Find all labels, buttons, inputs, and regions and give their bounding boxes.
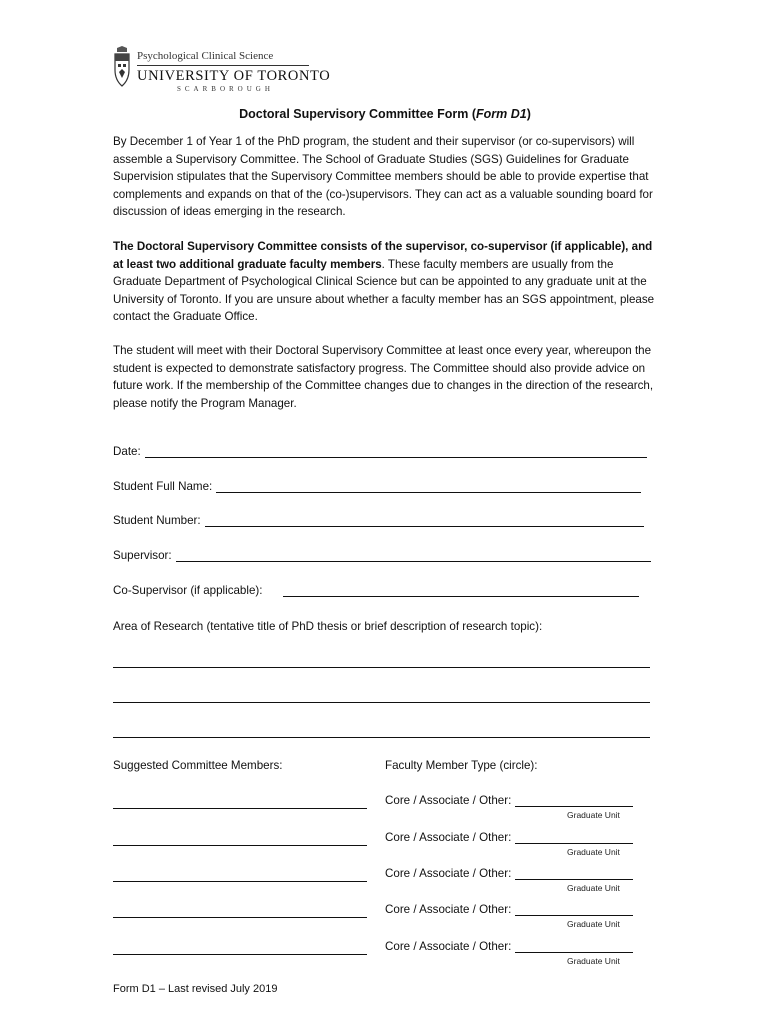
form-title [0, 107, 770, 121]
footer-revision: Form D1 – Last revised July 2019 [113, 983, 278, 995]
graduate-unit-blank[interactable] [515, 794, 633, 807]
committee-member-line[interactable] [113, 917, 367, 918]
committee-member-line[interactable] [113, 881, 367, 882]
supervisor-blank[interactable] [176, 549, 651, 562]
date-blank[interactable] [145, 445, 647, 458]
committee-member-line[interactable] [113, 808, 367, 809]
supervisor-field [113, 549, 651, 562]
faculty-type-row [385, 940, 633, 953]
committee-members-label: Suggested Committee Members: [113, 759, 283, 772]
date-field [113, 445, 647, 458]
area-line-2[interactable] [113, 702, 650, 703]
faculty-type-label: Faculty Member Type (circle): [385, 759, 538, 772]
date-label: Date: [113, 445, 141, 458]
student-number-label: Student Number: [113, 514, 201, 527]
university-logo [113, 44, 331, 94]
student-number-blank[interactable] [205, 514, 644, 527]
title-form-code: Form D1 [475, 107, 527, 121]
composition-bold: The Doctoral Supervisory Committee consists of the supervisor, co-supervisor (if applicable), and at least two additional graduate faculty members [113, 240, 653, 271]
composition-rest: . These faculty members are usually from the Graduate Department of Psychological Clinical Science but can be appointed to any graduate unit at the University of Toronto. If you are unsure about whether a faculty member has an SGS appointment, please contact the Graduate Office. [113, 257, 655, 324]
crest-icon [113, 46, 131, 88]
student-name-blank[interactable] [216, 480, 641, 493]
student-name-label: Student Full Name: [113, 480, 213, 493]
area-of-research-label: Area of Research (tentative title of PhD thesis or brief description of research topic): [113, 620, 543, 633]
graduate-unit-caption: Graduate Unit [567, 919, 620, 929]
graduate-unit-blank[interactable] [515, 831, 633, 844]
faculty-type-row [385, 794, 633, 807]
meeting-paragraph: The student will meet with their Doctoral Supervisory Committee at least once every year, whereupon the student is expected to demonstrate satisfactory progress. The Committee should also provide advice on future work. If the membership of the Committee changes due to changes in the direction of the research, please notify the Program Manager. [113, 344, 654, 410]
graduate-unit-caption: Graduate Unit [567, 810, 620, 820]
faculty-type-row [385, 867, 633, 880]
title-close: ) [526, 107, 531, 121]
title-main: Doctoral Supervisory Committee Form ( [239, 107, 476, 121]
co-supervisor-blank[interactable] [283, 584, 639, 597]
faculty-type-options[interactable]: Core / Associate / Other: [385, 867, 512, 880]
graduate-unit-caption: Graduate Unit [567, 883, 620, 893]
faculty-type-options[interactable]: Core / Associate / Other: [385, 940, 512, 953]
area-line-3[interactable] [113, 737, 650, 738]
student-name-field [113, 480, 641, 493]
faculty-type-options[interactable]: Core / Associate / Other: [385, 903, 512, 916]
faculty-type-options[interactable]: Core / Associate / Other: [385, 831, 512, 844]
graduate-unit-blank[interactable] [515, 940, 633, 953]
campus-name: SCARBOROUGH [177, 85, 274, 93]
co-supervisor-field [113, 584, 639, 597]
area-line-1[interactable] [113, 667, 650, 668]
department-name: Psychological Clinical Science [137, 50, 274, 62]
committee-member-line[interactable] [113, 954, 367, 955]
co-supervisor-label: Co-Supervisor (if applicable): [113, 584, 263, 597]
university-name: UNIVERSITY OF TORONTO [137, 68, 331, 84]
student-number-field [113, 514, 644, 527]
faculty-type-row [385, 903, 633, 916]
committee-member-line[interactable] [113, 845, 367, 846]
intro-paragraph: By December 1 of Year 1 of the PhD program, the student and their supervisor (or co-supervisors) will assemble a Supervisory Committee. The School of Graduate Studies (SGS) Guidelines for Graduate Supervision stipulates that the Supervisory Committee members should be able to provide expertise that complements and expands on that of the (co-)supervisors. They can act as a valuable sounding board for discussion of ideas emerging in the research. [113, 135, 653, 219]
supervisor-label: Supervisor: [113, 549, 172, 562]
faculty-type-options[interactable]: Core / Associate / Other: [385, 794, 512, 807]
graduate-unit-caption: Graduate Unit [567, 847, 620, 857]
graduate-unit-blank[interactable] [515, 903, 633, 916]
logo-divider [137, 65, 309, 66]
graduate-unit-caption: Graduate Unit [567, 956, 620, 966]
committee-composition-paragraph [113, 238, 658, 326]
graduate-unit-blank[interactable] [515, 867, 633, 880]
faculty-type-row [385, 831, 633, 844]
